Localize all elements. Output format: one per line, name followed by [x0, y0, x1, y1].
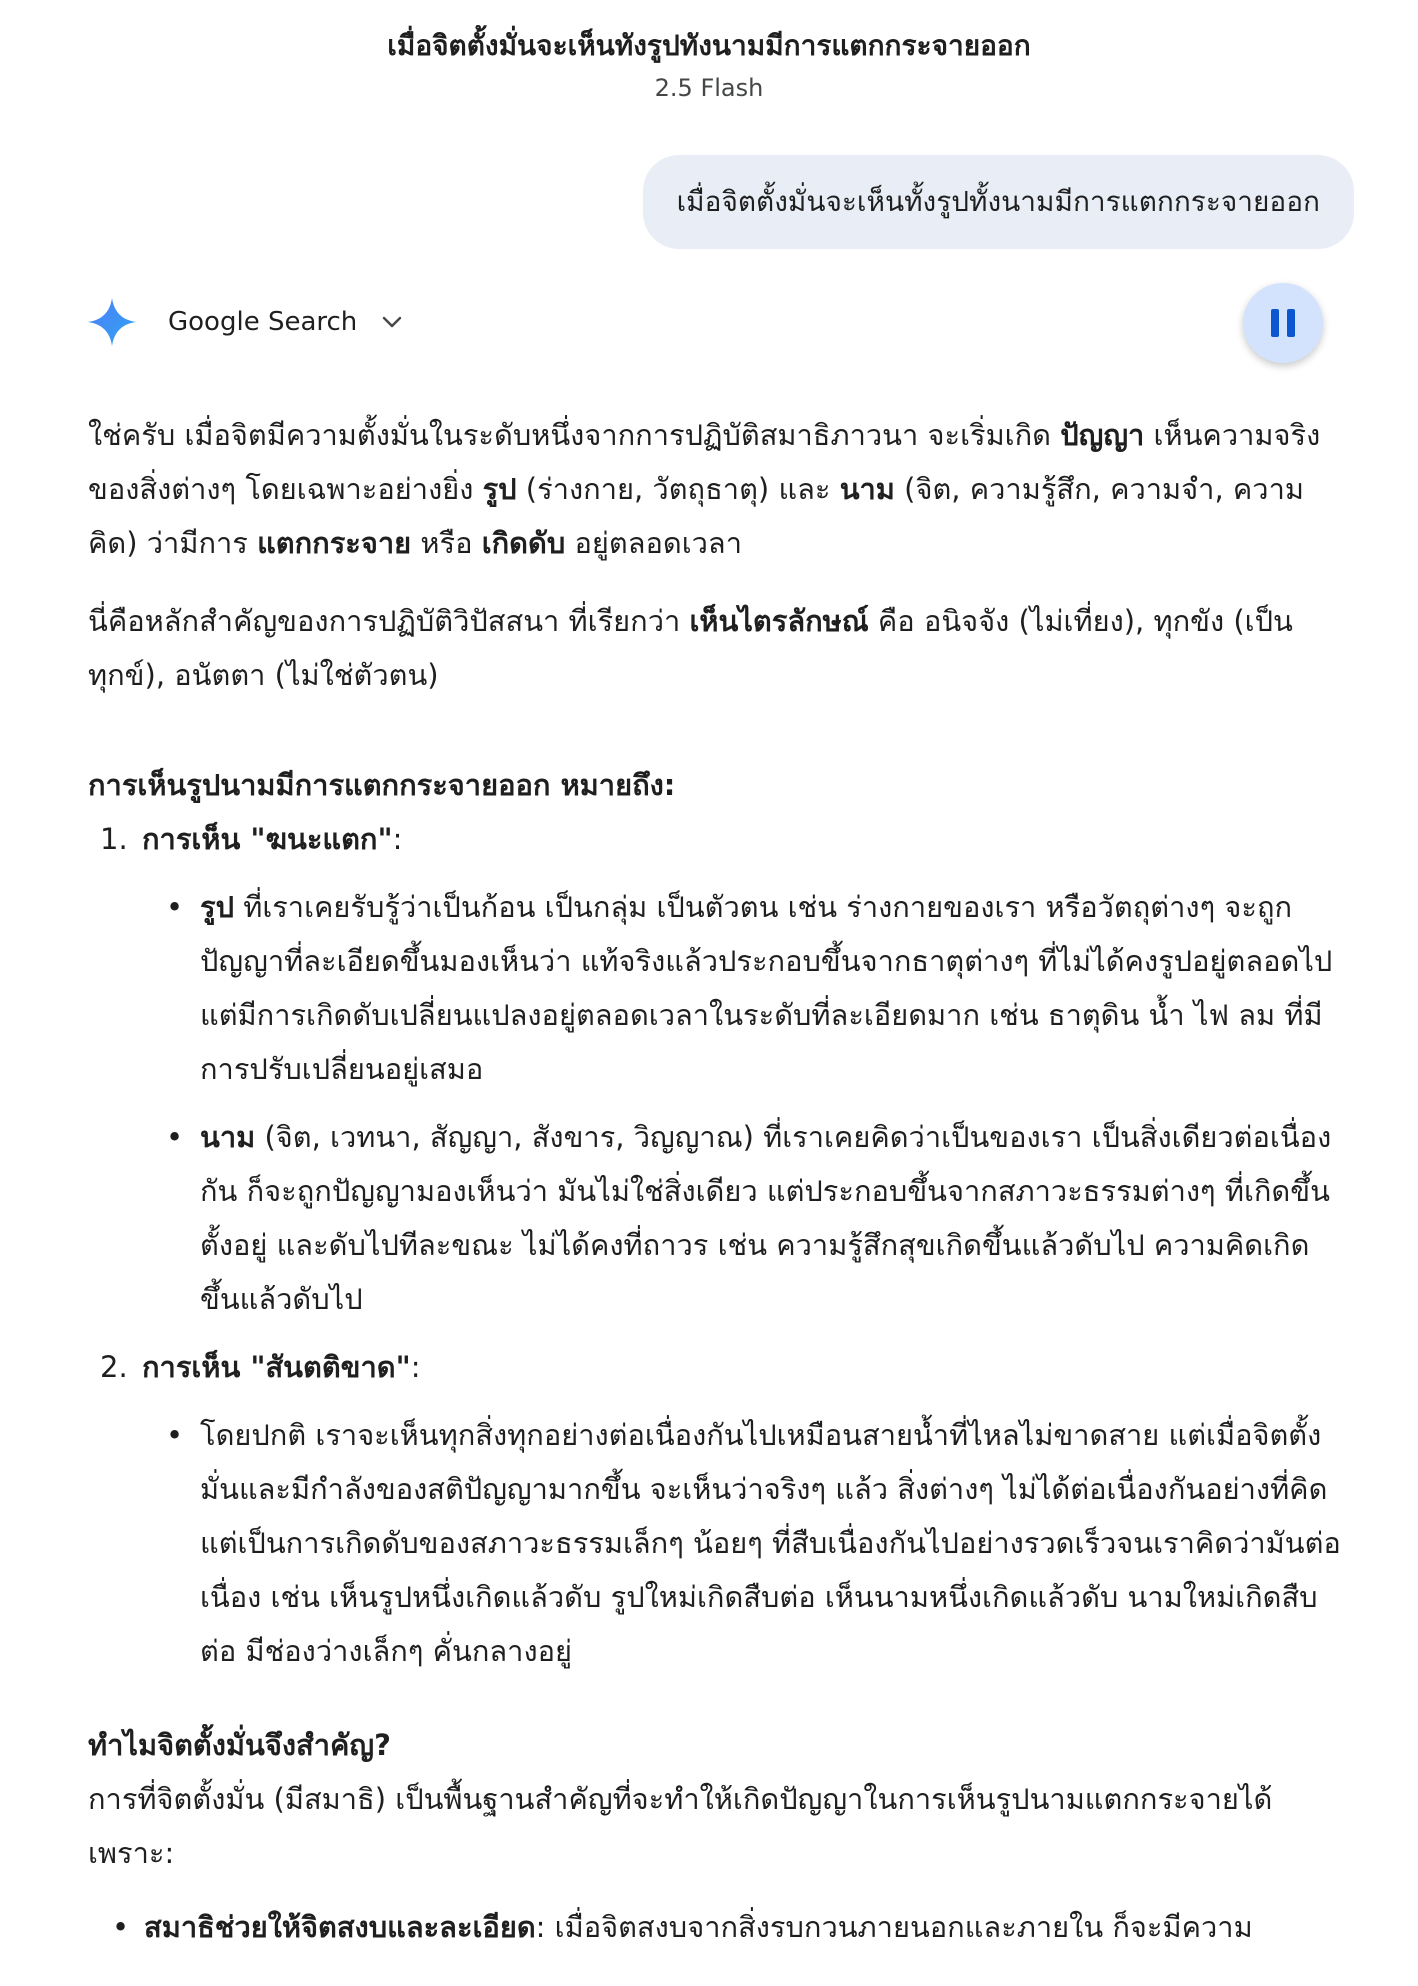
item-suffix: : [392, 822, 403, 856]
text-run: อยู่ตลอดเวลา [565, 526, 742, 560]
bold-term: เห็นไตรลักษณ์ [689, 604, 869, 638]
conversation-header [0, 26, 1418, 104]
user-message-text: เมื่อจิตตั้งมั่นจะเห็นทั้งรูปทั้งนามมีการแตกกระจายออก [676, 185, 1320, 218]
bullet-list [88, 880, 1348, 1326]
pause-icon [1267, 309, 1299, 337]
bullet-lead: รูป [200, 890, 234, 924]
answer-content [88, 408, 1348, 1954]
bold-term: เกิดดับ [481, 526, 566, 560]
numbered-item [100, 812, 1348, 866]
numbered-item [100, 1340, 1348, 1394]
answer-paragraph [88, 594, 1348, 702]
list-item [200, 1408, 1348, 1678]
item-label: การเห็น "ฆนะแตก" [142, 822, 393, 856]
bold-term: นาม [839, 472, 895, 506]
section-heading: การเห็นรูปนามมีการแตกกระจายออก หมายถึง: [88, 768, 676, 802]
text-run: คือ อนิจจัง (ไม่เที่ยง), ทุกขัง (เป็นทุกข์), อนัตตา (ไม่ใช่ตัวตน) [88, 604, 1293, 692]
bullet-text: โดยปกติ เราจะเห็นทุกสิ่งทุกอย่างต่อเนื่องกันไปเหมือนสายน้ำที่ไหลไม่ขาดสาย แต่เมื่อจิตตั้งมั่นและมีกำลังของสติปัญญามากขึ้น จะเห็นว่าจริงๆ แล้ว สิ่งต่างๆ ไม่ได้ต่อเนื่องกันอย่างที่คิด แต่เป็นการเกิดดับของสภาวะธรรมเล็กๆ น้อยๆ ที่สืบเนื่องกันไปอย่างรวดเร็วจนเราคิดว่ามันต่อเนื่อง เช่น เห็นรูปหนึ่งเกิดแล้วดับ รูปใหม่เกิดสืบต่อ เห็นนามหนึ่งเกิดแล้วดับ นามใหม่เกิดสืบต่อ มีช่องว่างเล็กๆ คั่นกลางอยู่ [200, 1418, 1341, 1668]
item-suffix: : [410, 1350, 421, 1384]
bullet-text: : เมื่อจิตสงบจากสิ่งรบกวนภายนอกและภายใน ก็จะมีความ [535, 1910, 1253, 1944]
text-run: ใช่ครับ เมื่อจิตมีความตั้งมั่นในระดับหนึ่งจากการปฏิบัติสมาธิภาวนา จะเริ่มเกิด [88, 418, 1061, 452]
answer-paragraph [88, 408, 1348, 570]
item-label: การเห็น "สันตติขาด" [142, 1350, 411, 1384]
text-run: เห็นความจริงของสิ่งต่างๆ โดยเฉพาะอย่างยิ่ง [88, 418, 1321, 506]
bullet-lead: นาม [200, 1120, 256, 1154]
bold-term: แตกกระจาย [257, 526, 412, 560]
text-run: (จิต, ความรู้สึก, ความจำ, ความคิด) ว่ามีการ [88, 472, 1304, 560]
bold-term: ปัญญา [1060, 418, 1145, 452]
chevron-down-icon[interactable] [379, 309, 405, 335]
bullet-lead: สมาธิช่วยให้จิตสงบและละเอียด [144, 1910, 536, 1944]
tool-toggle[interactable] [86, 296, 405, 348]
tool-label[interactable]: Google Search [168, 307, 358, 337]
section-heading: ทำไมจิตตั้งมั่นจึงสำคัญ? [88, 1728, 391, 1762]
bold-term: รูป [482, 472, 517, 506]
text-run: หรือ [411, 526, 482, 560]
pause-button[interactable] [1243, 283, 1323, 363]
user-message-bubble [643, 155, 1354, 249]
answer-paragraph: การที่จิตตั้งมั่น (มีสมาธิ) เป็นพื้นฐานสำคัญที่จะทำให้เกิดปัญญาในการเห็นรูปนามแตกกระจายได้ เพราะ: [88, 1782, 1273, 1870]
item-number: 1. [100, 822, 128, 856]
bullet-list [88, 1900, 1348, 1954]
bullet-text: ที่เราเคยรับรู้ว่าเป็นก้อน เป็นกลุ่ม เป็นตัวตน เช่น ร่างกายของเรา หรือวัตถุต่างๆ จะถูกปัญญาที่ละเอียดขึ้นมองเห็นว่า แท้จริงแล้วประกอบขึ้นจากธาตุต่างๆ ที่ไม่ได้คงรูปอยู่ตลอดไป แต่มีการเกิดดับเปลี่ยนแปลงอยู่ตลอดเวลาในระดับที่ละเอียดมาก เช่น ธาตุดิน น้ำ ไฟ ลม ที่มีการปรับเปลี่ยนอยู่เสมอ [200, 890, 1333, 1086]
item-number: 2. [100, 1350, 128, 1384]
text-run: (ร่างกาย, วัตถุธาตุ) และ [516, 472, 840, 506]
sparkle-icon [86, 296, 138, 348]
list-item [200, 880, 1348, 1096]
bullet-list [88, 1408, 1348, 1678]
list-item [144, 1900, 1348, 1954]
bullet-text: (จิต, เวทนา, สัญญา, สังขาร, วิญญาณ) ที่เราเคยคิดว่าเป็นของเรา เป็นสิ่งเดียวต่อเนื่องกัน ก็จะถูกปัญญามองเห็นว่า มันไม่ใช่สิ่งเดียว แต่ประกอบขึ้นจากสภาวะธรรมต่างๆ ที่เกิดขึ้น ตั้งอยู่ และดับไปทีละขณะ ไม่ได้คงที่ถาวร เช่น ความรู้สึกสุขเกิดขึ้นแล้วดับไป ความคิดเกิดขึ้นแล้วดับไป [200, 1120, 1332, 1316]
conversation-title: เมื่อจิตตั้งมั่นจะเห็นทังรูปทังนามมีการแตกกระจายออก [387, 29, 1031, 62]
list-item [200, 1110, 1348, 1326]
model-label[interactable]: 2.5 Flash [654, 74, 764, 102]
text-run: นี่คือหลักสำคัญของการปฏิบัติวิปัสสนา ที่เรียกว่า [88, 604, 690, 638]
